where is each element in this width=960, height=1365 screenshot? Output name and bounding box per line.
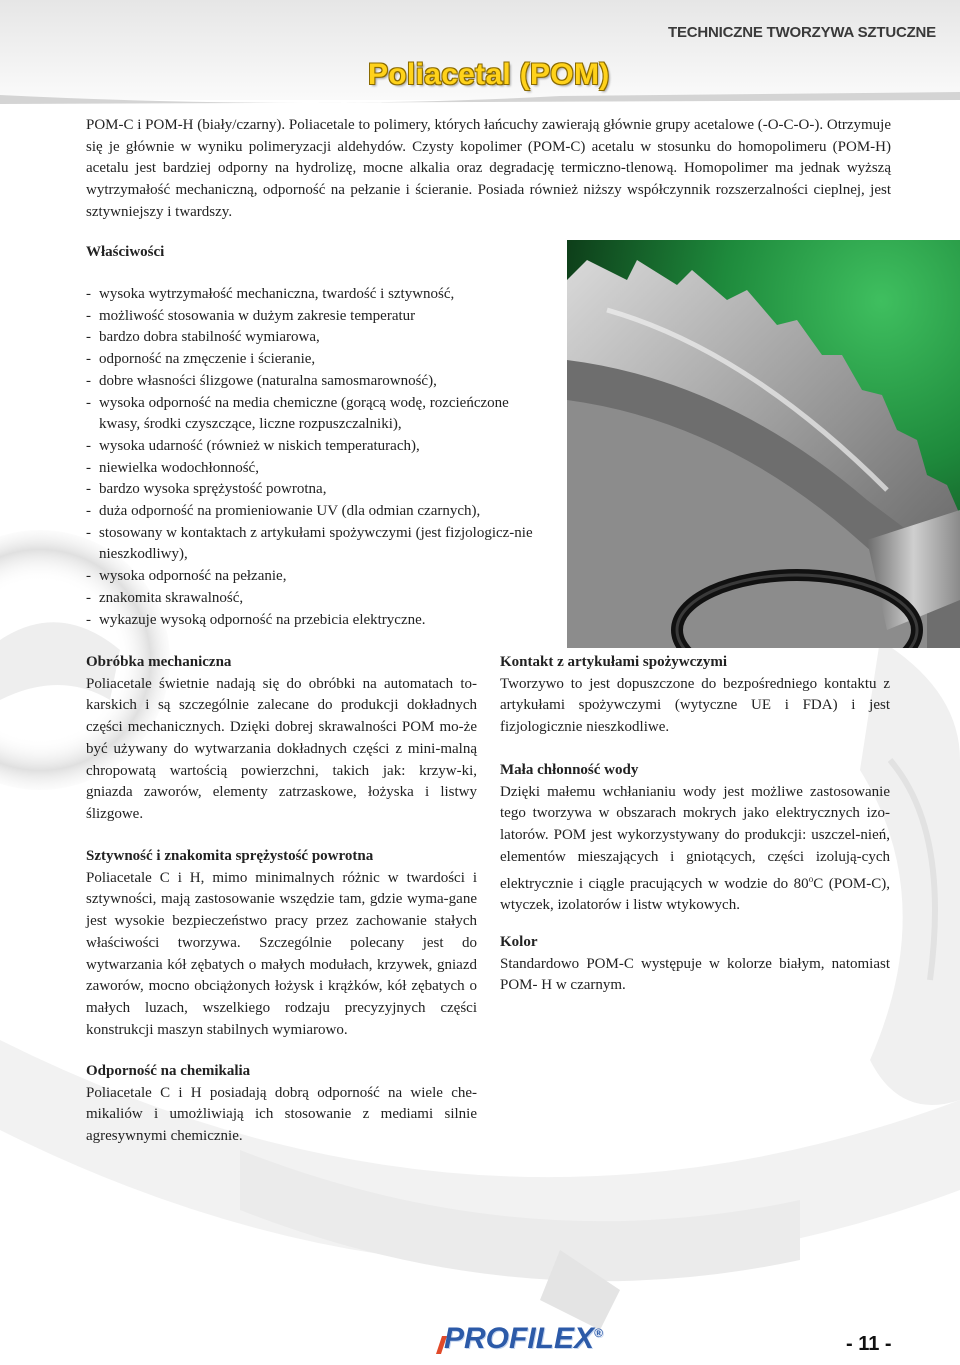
- page-number: - 11 -: [846, 1333, 892, 1355]
- list-item: - wysoka odporność na pełzanie,: [86, 566, 556, 588]
- chemicals-text: Poliacetale C i H posiadają dobrą odporność na wiele che-mikaliów i umożliwiają ich stosowanie z mediami silnie agresywnymi chemicznie.: [86, 1084, 477, 1145]
- stiffness-section: [86, 846, 477, 1041]
- food-contact-heading: Kontakt z artykułami spożywczymi: [500, 654, 728, 670]
- chemicals-heading: Odporność na chemikalia: [86, 1063, 251, 1079]
- machining-section: [86, 652, 477, 826]
- stiffness-text: Poliacetale C i H, mimo minimalnych różnic w twardości i sztywności, mają zastosowanie wszędzie tam, gdzie wyma-gane jest wysokie bezpieczeństwo pracy przez zachowanie stałych właściwości tworzywa. Szczególnie polecany jest do wytwarzania kół zębatych o małych modułach, krzywek, gniazd zaworów, mocno obciążonych łożysk i krążków, kół zębatych o małych luzach, wszelkiego rodzaju precyzyjnych części konstrukcji maszyn stabilnych wymiarowo.: [86, 869, 477, 1038]
- water-text-part2: C (POM-C), wtyczek, izolatorów i listw wtykowych.: [500, 875, 890, 914]
- properties-list: [86, 284, 556, 631]
- color-heading: Kolor: [500, 934, 538, 950]
- color-section: [500, 932, 890, 997]
- intro-paragraph: POM-C i POM-H (biały/czarny). Poliacetale to polimery, których łańcuchy zawierają głównie grupy acetalowe (-O-C-O-). Otrzymuje się je głównie w wyniku polimeryzacji aldehydów. Czysty kopolimer (POM-C) acetalu w stosunku do homopolimeru (POM-H) acetalu jest bardziej odporny na hydrolizę, mocne alkalia oraz degradację termiczno-tlenową. Homopolimer ma jednak wyższą wytrzymałość mechaniczną, odporność na pełzanie i ścieranie. Posiada również niższy współczynnik rozszerzalności cieplnej, jest sztywniejszy i twardszy.: [86, 117, 892, 220]
- color-text: Standardowo POM-C występuje w kolorze białym, natomiast POM- H w czarnym.: [500, 955, 890, 994]
- list-item: - bardzo wysoka sprężystość powrotna,: [86, 479, 556, 501]
- registered-mark: ®: [594, 1326, 603, 1340]
- list-item: - wysoka wytrzymałość mechaniczna, twardość i sztywność,: [86, 284, 556, 306]
- water-text-part1: Dzięki małemu wchłanianiu wody jest możliwe zastosowanie tego tworzywa w obszarach mokrych jako elektrycznych izo-latorów. POM jest wykorzystywany do produkcji: uszczel-nień, elementów mieszających i gniotących, części izolują-cych elektrycznie i ciągle pracujących w wodzie do 80: [500, 783, 890, 892]
- water-section: [500, 760, 890, 917]
- list-item: - wysoka odporność na media chemiczne (gorącą wodę, rozcieńczone kwasy, środki czyszczące, liczne rozpuszczalniki),: [86, 393, 551, 436]
- page-title: Poliacetal (POM): [368, 58, 610, 91]
- machining-heading: Obróbka mechaniczna: [86, 654, 232, 670]
- list-item: - duża odporność na promieniowanie UV (dla odmian czarnych),: [86, 501, 556, 523]
- list-item: - dobre własności ślizgowe (naturalna samosmarowność),: [86, 371, 556, 393]
- list-item: - wykazuje wysoką odporność na przebicia elektryczne.: [86, 610, 556, 632]
- profilex-logo: [432, 1322, 603, 1356]
- section-tag: TECHNICZNE TWORZYWA SZTUCZNE: [668, 24, 936, 41]
- food-contact-section: [500, 652, 890, 739]
- list-item: - znakomita skrawalność,: [86, 588, 556, 610]
- list-item: - możliwość stosowania w dużym zakresie temperatur: [86, 306, 556, 328]
- properties-heading: Właściwości: [86, 244, 165, 260]
- logo-text: PROFILEX: [444, 1322, 595, 1355]
- water-text: [500, 782, 890, 917]
- list-item: - bardzo dobra stabilność wymiarowa,: [86, 327, 556, 349]
- stiffness-heading: Sztywność i znakomita sprężystość powrotna: [86, 848, 374, 864]
- machining-text: Poliacetale świetnie nadają się do obróbki na automatach to-karskich i są szczególnie zalecane do produkcji dokładnych części mechanicznych. Dzięki dobrej skrawalności POM mo-że być używany do wytwarzania dokładnych części z mini-malną chropowatą wartością powierzchni, takich jak: krzyw-ki, gniazda zaworów, elementy zatrzaskowe, łożyska i listwy ślizgowe.: [86, 675, 477, 822]
- list-item: - odporność na zmęczenie i ścieranie,: [86, 349, 556, 371]
- list-item: - wysoka udarność (również w niskich temperaturach),: [86, 436, 556, 458]
- list-item: - stosowany w kontaktach z artykułami spożywczymi (jest fizjologicz-nie nieszkodliwy),: [86, 523, 541, 566]
- list-item: - niewielka wodochłonność,: [86, 458, 556, 480]
- degree-sign: o: [808, 873, 814, 884]
- chemicals-section: [86, 1061, 477, 1148]
- food-contact-text: Tworzywo to jest dopuszczone do bezpośredniego kontaktu z artykułami spożywczymi (wytyczne UE i FDA) i jest fizjologicznie nieszkodliwe.: [500, 675, 890, 736]
- gear-photo: [567, 240, 960, 648]
- water-heading: Mała chłonność wody: [500, 762, 639, 778]
